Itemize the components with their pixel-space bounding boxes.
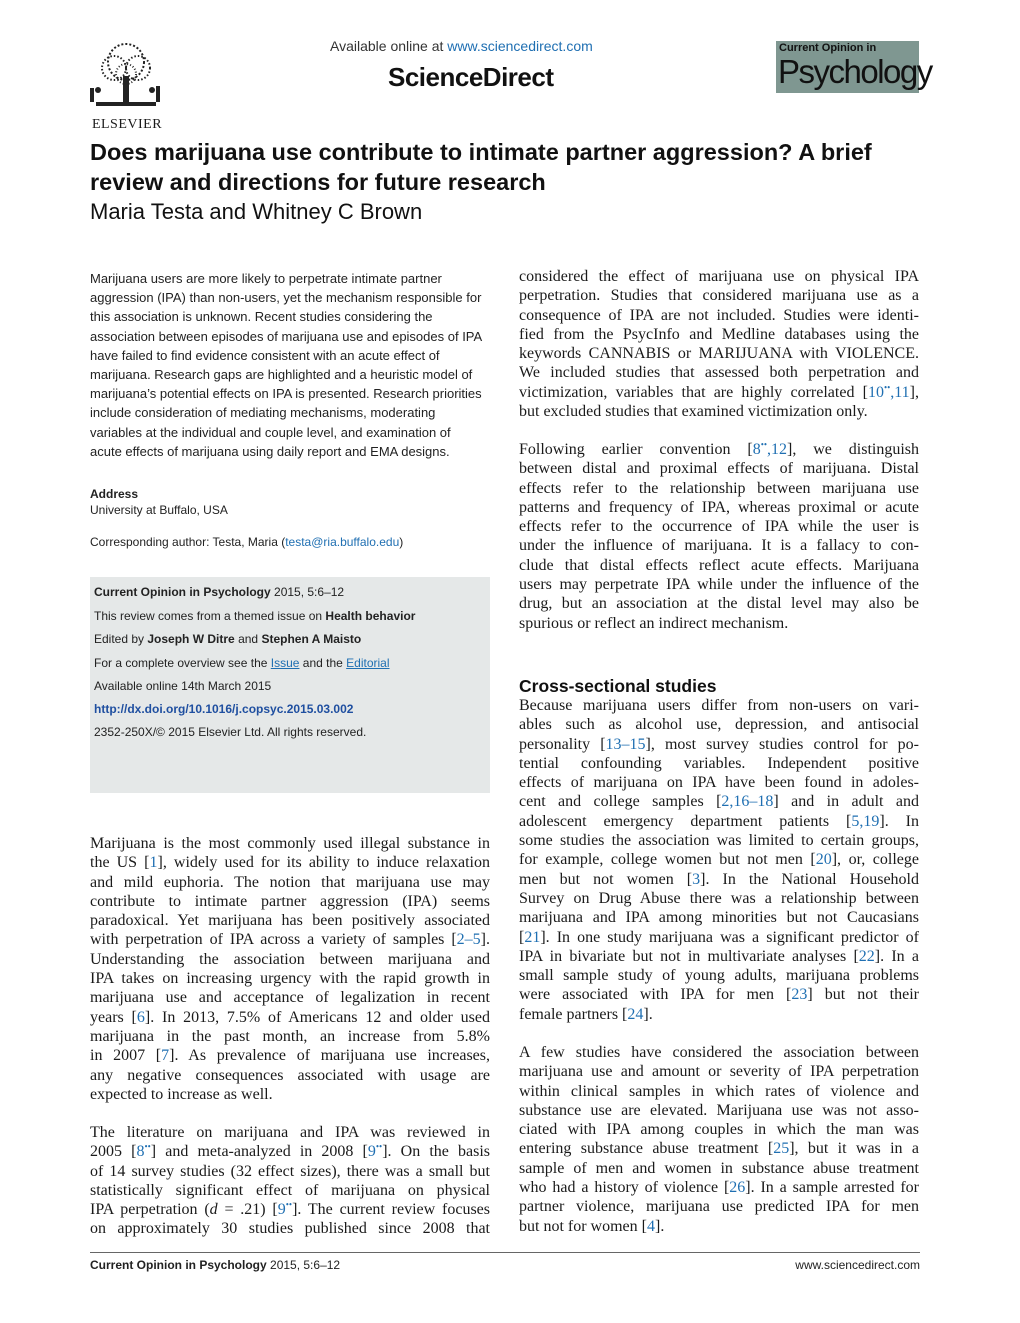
info-citation-detail: 2015, 5:6–12: [270, 585, 345, 599]
info-overview: [94, 656, 390, 670]
ref-link[interactable]: 13–15: [605, 735, 646, 753]
corresponding-prefix: Corresponding author: Testa, Maria (: [90, 535, 286, 549]
info-edited-and: and: [234, 632, 262, 646]
ref-link[interactable]: 4: [646, 1217, 655, 1235]
doi-link[interactable]: http://dx.doi.org/10.1016/j.copsyc.2015.03.002: [94, 702, 354, 716]
info-editors: [94, 632, 361, 646]
ref-link[interactable]: 8••,12: [752, 440, 788, 458]
footer-citation: [90, 1258, 340, 1272]
ref-link[interactable]: 9••: [367, 1142, 383, 1161]
ref-link[interactable]: 3: [692, 870, 701, 888]
body-paragraph-clinical: A few studies have considered the association between marijuana use and amount or severity of IPA perpetration within clinical samples in which rates of violence and substance use are elevated. Marijuana use was not asso- ciated with IPA among couples in which the man was entering substance abuse treatment [25], but it was in a sample of men and women in substance abuse treatment who had a history of violence [26]. In a sample arrested for partner violence, marijuana use predicted IPA for men but not for women [4].: [519, 1044, 919, 1235]
info-copyright: 2352-250X/© 2015 Elsevier Ltd. All rights reserved.: [94, 725, 367, 739]
issue-link[interactable]: Issue: [270, 656, 300, 670]
ref-link[interactable]: 8••: [136, 1142, 151, 1161]
journal-logo-small: Current Opinion in: [779, 42, 877, 54]
ref-link[interactable]: 20: [815, 851, 832, 869]
ref-link[interactable]: 22: [858, 947, 875, 965]
info-overview-prefix: For a complete overview see the: [94, 656, 271, 670]
ref-link[interactable]: 2,16–18: [721, 793, 774, 811]
article-title: Does marijuana use contribute to intimate partner aggression? A brief review and directions for future research: [90, 139, 872, 195]
availability-line: [330, 38, 593, 54]
ref-link[interactable]: 23: [791, 986, 808, 1004]
ref-link[interactable]: 5,19: [851, 812, 880, 830]
ref-link[interactable]: 2–5: [456, 931, 481, 949]
info-available-date: Available online 14th March 2015: [94, 679, 272, 693]
article-info-box: [90, 577, 490, 793]
corresponding-author: [90, 535, 403, 549]
info-journal: Current Opinion in Psychology: [94, 585, 271, 599]
ref-link[interactable]: 21: [524, 928, 541, 946]
intro-paragraph-2: The literature on marijuana and IPA was reviewed in 2005 [8••] and meta-analyzed in 2008 [9••]. On the basis of 14 survey studies (32 effect sizes), there was a small but statistically significant effect of marijuana on physical IPA perpetration (d = .21) [9••]. The current review focuses on approximately 30 studies published since 2008 that: [90, 1124, 490, 1238]
info-editor-2: Stephen A Maisto: [261, 632, 362, 646]
info-overview-mid: and the: [299, 656, 347, 670]
ref-link[interactable]: 6: [136, 1008, 145, 1026]
elsevier-tree-icon: [86, 40, 166, 112]
info-themed-topic: Health behavior: [325, 609, 416, 623]
address-label: Address: [90, 487, 139, 501]
footer-journal: Current Opinion in Psychology: [90, 1258, 267, 1272]
corresponding-email-link[interactable]: testa@ria.buffalo.edu: [285, 535, 400, 549]
section-heading: Cross-sectional studies: [519, 676, 717, 696]
elsevier-logo: [86, 40, 168, 132]
info-themed-issue: [94, 609, 415, 623]
body-paragraph-cross-sectional: Because marijuana users differ from non-users on vari- ables such as alcohol use, depression, and antisocial personality [13–15], most survey studies control for po- tential confounding variables. Independent positive effects of marijuana on IPA have been found in adoles- cent and college samples [2,16–18] and in adult and adolescent emergency department patients [5,19]. In some studies the association was limited to certain groups, for example, college women but not men [20], or, college men but not women [3]. In the National Household Survey on Drug Abuse there was a relationship between marijuana and IPA among minorities but not Caucasians [21]. In one study marijuana was a significant predictor of IPA in bivariate but not in multivariate analyses [22]. In a small sample study of young adults, marijuana problems were associated with IPA for men [23] but not their female partners [24].: [519, 697, 919, 1023]
ref-link[interactable]: 26: [729, 1179, 746, 1197]
footer-citation-detail: 2015, 5:6–12: [266, 1258, 341, 1272]
info-editor-1: Joseph W Ditre: [147, 632, 235, 646]
body-paragraph-scope: considered the effect of marijuana use on physical IPA perpetration. Studies that considered marijuana use as a consequence of IPA are not included. Studies were identi- fied from the PsycInfo and Medline databases using the keywords CANNABIS or MARIJUANA with VIOLENCE. We included studies that assessed both perpetration and victimization, variables that are highly correlated [10••,11], but excluded studies that examined victimization only.: [519, 268, 919, 421]
sciencedirect-link[interactable]: www.sciencedirect.com: [447, 38, 593, 54]
publisher-wordmark: ELSEVIER: [91, 117, 163, 132]
sciencedirect-brand: ScienceDirect: [388, 62, 554, 92]
ref-link[interactable]: 10••,11: [867, 382, 910, 401]
ref-link[interactable]: 7: [161, 1047, 170, 1065]
footer-divider: [90, 1252, 920, 1253]
intro-paragraph-1: Marijuana is the most commonly used illegal substance in the US [1], widely used for its ability to induce relaxation and mild euphoria. The notion that marijuana use may contribute to intimate partner aggression (IPA) seems paradoxical. Yet marijuana has been positively associated with perpetration of IPA across a variety of samples [2–5]. Understanding the association between marijuana and IPA takes on increasing urgency with the rapid growth in marijuana use and acceptance of legalization in recent years [6]. In 2013, 7.5% of Americans 12 and older used marijuana in the past month, an increase from 5.8% in 2007 [7]. As prevalence of marijuana use increases, any negative consequences associated with usage are expected to increase as well.: [90, 835, 490, 1103]
info-themed-prefix: This review comes from a themed issue on: [94, 609, 326, 623]
footer-url[interactable]: www.sciencedirect.com: [795, 1258, 920, 1272]
ref-link[interactable]: 24: [627, 1005, 644, 1023]
article-authors: Maria Testa and Whitney C Brown: [90, 199, 423, 224]
body-paragraph-distal-proximal: Following earlier convention [8••,12], we distinguish between distal and proximal effects of marijuana. Distal effects refer to the relationship between marijuana use patterns and frequency of IPA, whereas proximal or acute effects refer to the occurrence of IPA while the user is under the influence of marijuana. It is a fallacy to con- clude that distal effects reflect acute effects. Marijuana users may perpetrate IPA while under the influence of the drug, but an association at the distal level may also be spurious or reflect an indirect mechanism.: [519, 440, 919, 632]
journal-logo: [776, 41, 932, 93]
availability-prefix: Available online at: [330, 38, 448, 54]
abstract: Marijuana users are more likely to perpetrate intimate partner aggression (IPA) than non-users, yet the mechanism responsible for this association is unknown. Recent studies considering the association between episodes of marijuana use and episodes of IPA have failed to find evidence consistent with an acute effect of marijuana. Research gaps are highlighted and a heuristic model of marijuana’s potential effects on IPA is presented. Research priorities include consideration of mediating mechanisms, moderating variables at the individual and couple level, and examination of acute effects of marijuana using daily report and EMA designs.: [90, 271, 482, 459]
ref-link[interactable]: 1: [149, 854, 158, 872]
ref-link[interactable]: 25: [773, 1140, 790, 1158]
info-edited-prefix: Edited by: [94, 632, 148, 646]
info-citation: [94, 585, 344, 599]
editorial-link[interactable]: Editorial: [346, 656, 390, 670]
ref-link[interactable]: 9••: [277, 1200, 293, 1219]
address-text: University at Buffalo, USA: [90, 503, 228, 517]
corresponding-suffix: ): [399, 535, 404, 549]
journal-logo-big: Psychology: [778, 53, 932, 90]
